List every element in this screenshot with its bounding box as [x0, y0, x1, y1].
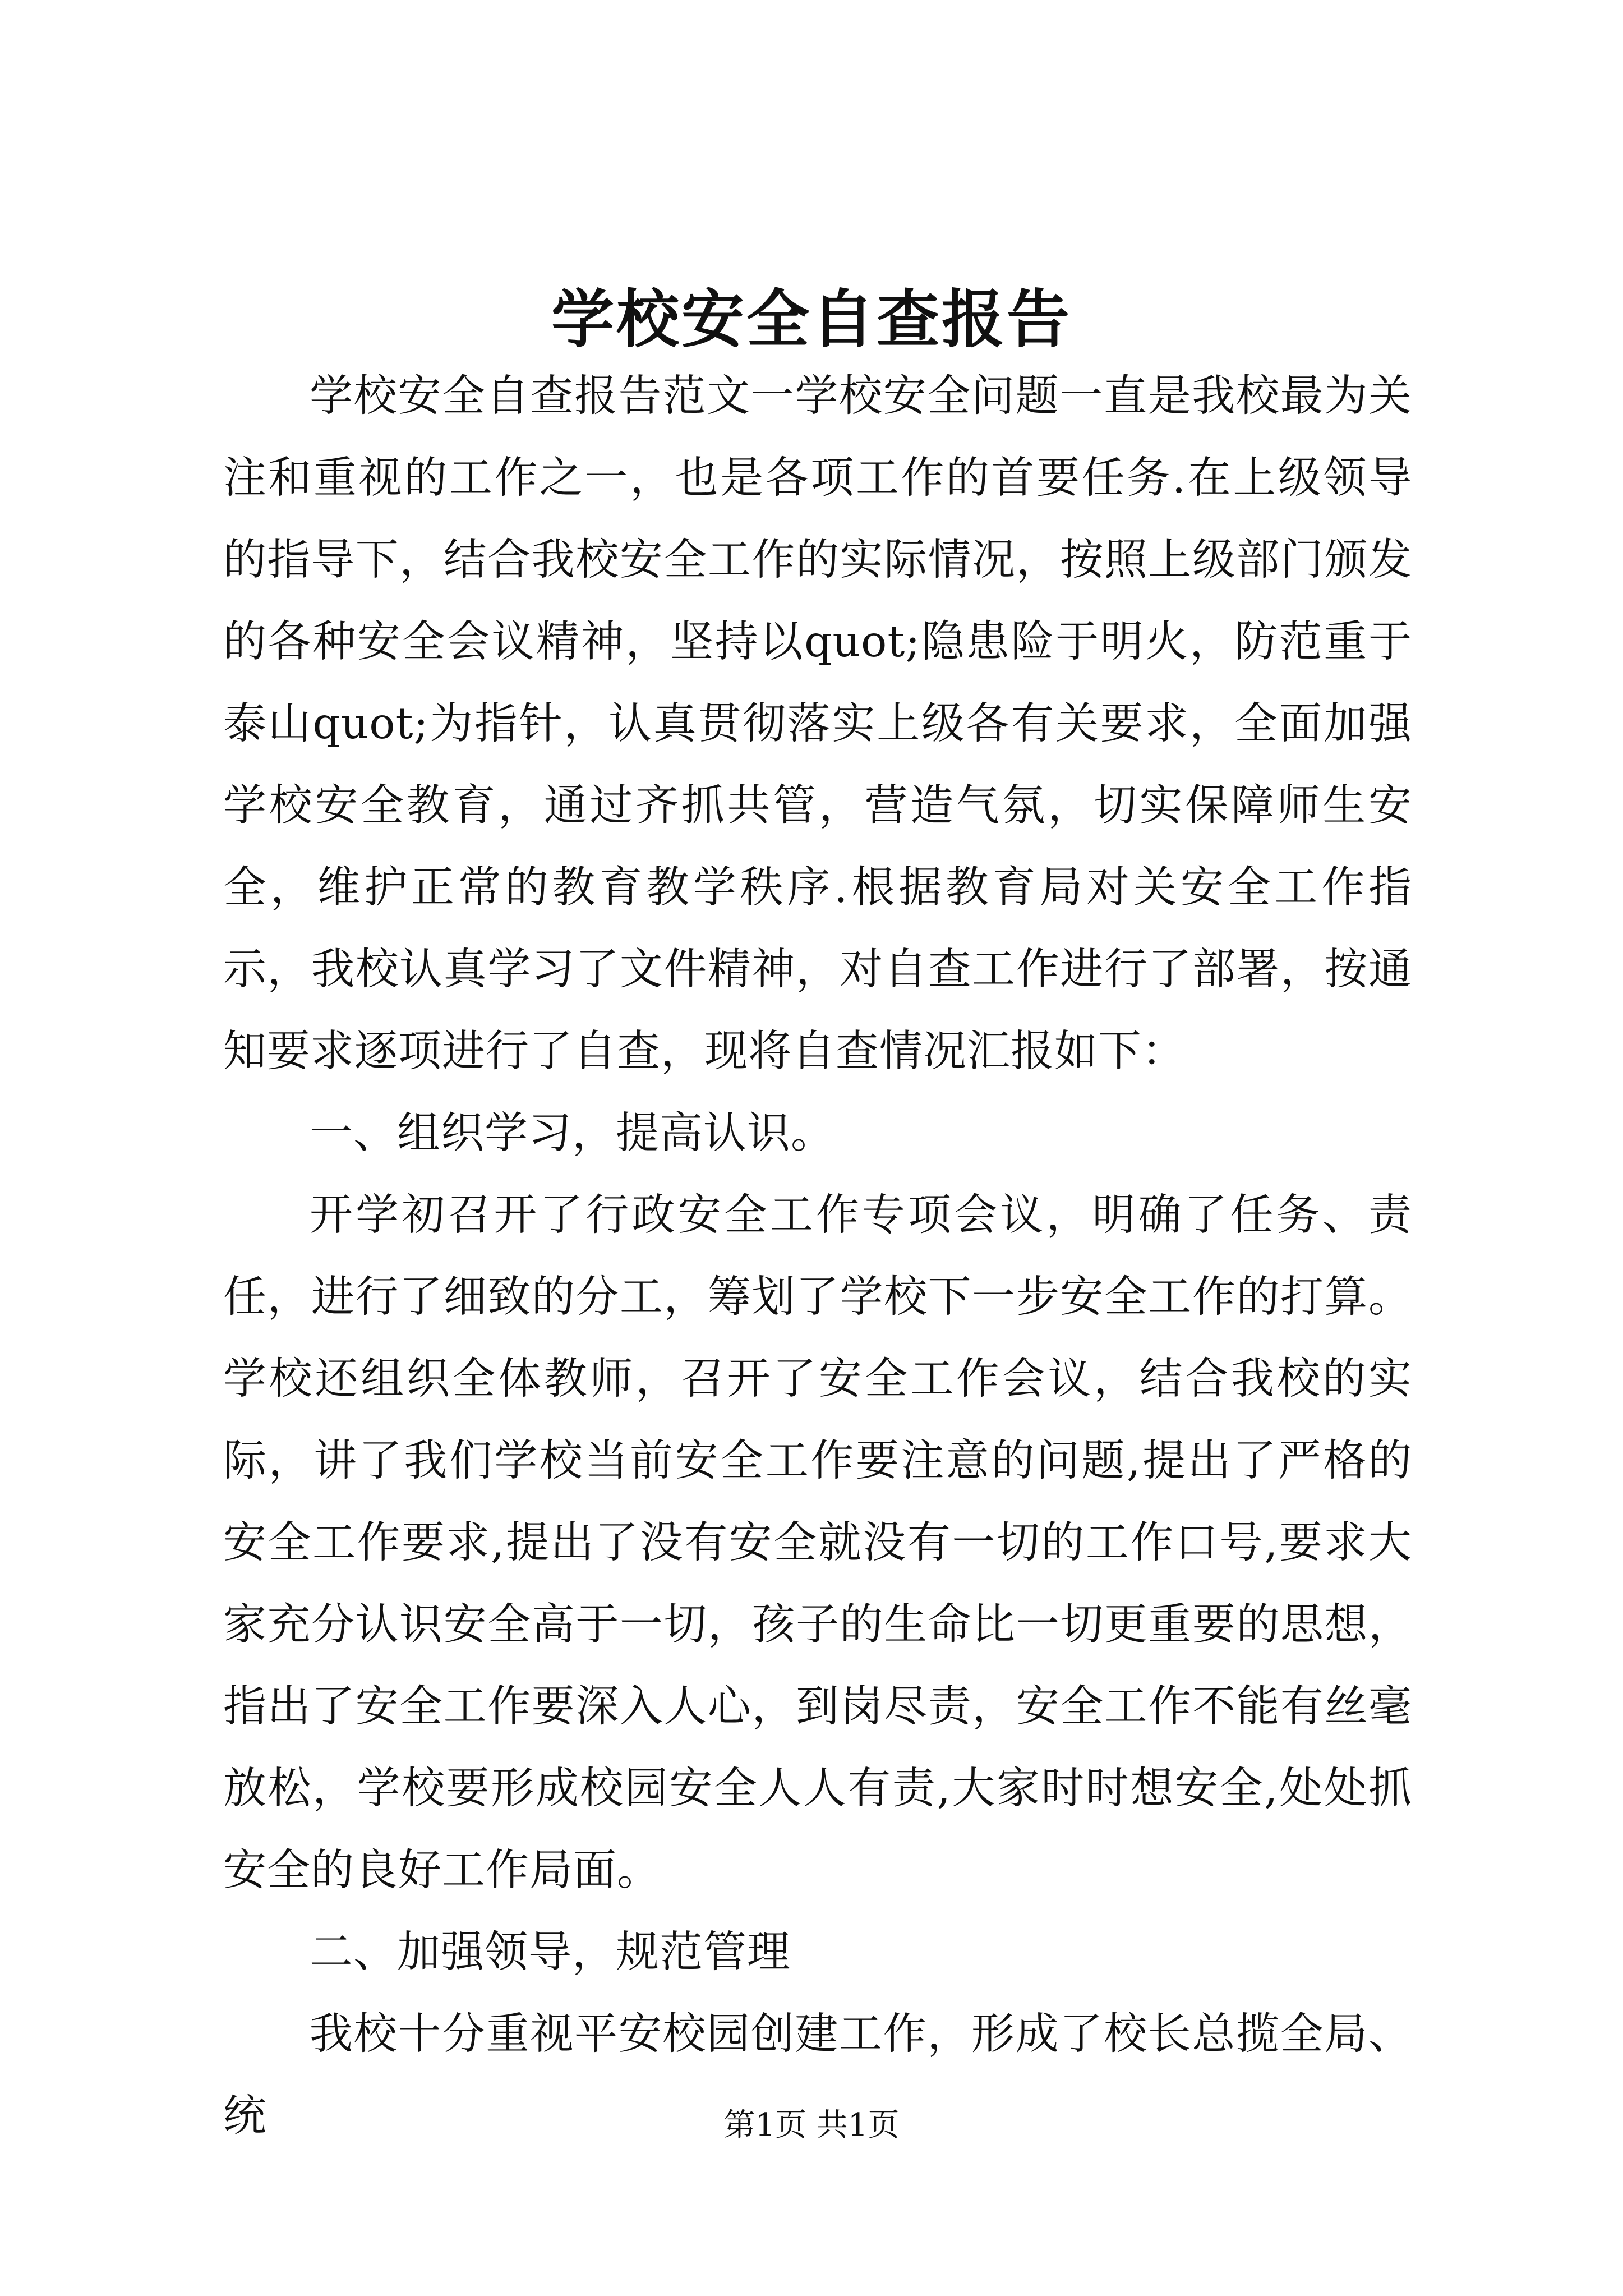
page-footer: 第1页 共1页 [723, 2107, 900, 2143]
paragraph-section-1: 开学初召开了行政安全工作专项会议，明确了任务、责任，进行了细致的分工，筹划了学校下一步安全工作的打算。学校还组织全体教师，召开了安全工作会议，结合我校的实际，讲了我们学校当前安全工作要注意的问题,提出了严格的安全工作要求,提出了没有安全就没有一切的工作口号,要求大家充分认识安全高于一切，孩子的生命比一切更重要的思想，指出了安全工作要深入人心，到岗尽责，安全工作不能有丝毫放松，学校要形成校园安全人人有责,大家时时想安全,处处抓安全的良好工作局面。 [223, 1190, 1412, 1895]
document-body [223, 356, 1412, 2157]
section-heading-1: 一、组织学习，提高认识。 [310, 1108, 834, 1158]
section-heading-2: 二、加强领导，规范管理 [310, 1927, 791, 1977]
paragraph-intro: 学校安全自查报告范文一学校安全问题一直是我校最为关注和重视的工作之一，也是各项工作的首要任务.在上级领导的指导下，结合我校安全工作的实际情况，按照上级部门颁发的各种安全会议精神，坚持以quot;隐患险于明火，防范重于泰山quot;为指针，认真贯彻落实上级各有关要求，全面加强学校安全教育，通过齐抓共管，营造气氛，切实保障师生安全，维护正常的教育教学秩序.根据教育局对关安全工作指示，我校认真学习了文件精神，对自查工作进行了部署，按通知要求逐项进行了自查，现将自查情况汇报如下： [223, 371, 1412, 1076]
paragraph-section-2: 我校十分重视平安校园创建工作，形成了校长总揽全局、统 [223, 2009, 1412, 2141]
document-title: 学校安全自查报告 [551, 283, 1072, 356]
